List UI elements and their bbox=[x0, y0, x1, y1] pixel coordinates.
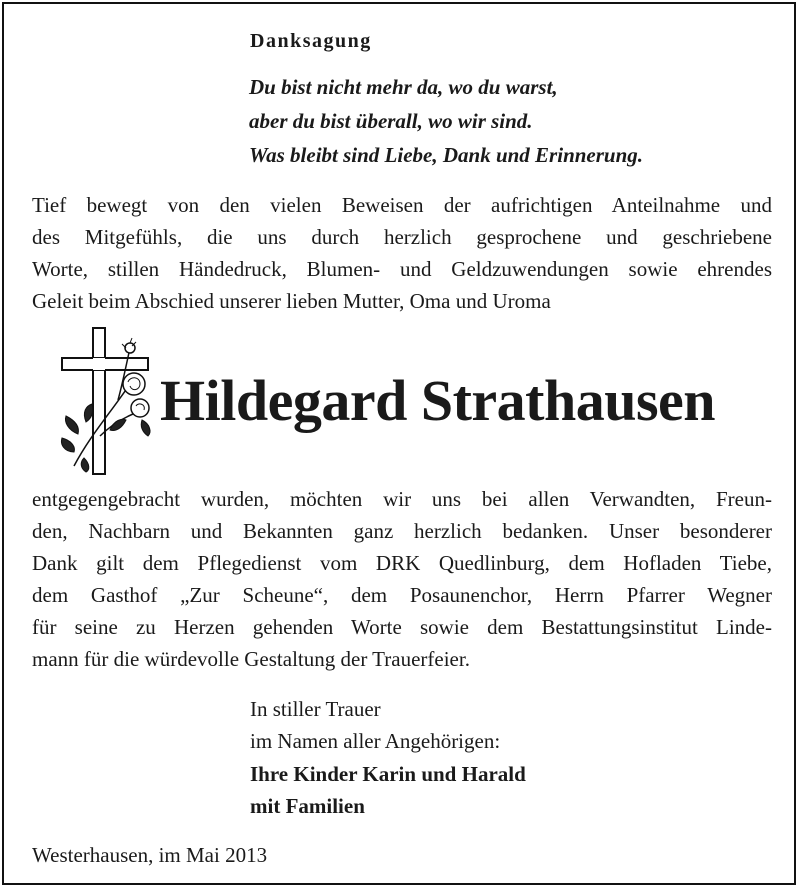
intro-line-3: Worte, stillen Händedruck, Blumen- und Geldzuwendungen sowie ehrendes bbox=[32, 257, 772, 281]
body-line-4: dem Gasthof „Zur Scheune“, dem Posaunenchor, Herrn Pfarrer Wegner bbox=[32, 583, 772, 607]
poem-line-3: Was bleibt sind Liebe, Dank und Erinnerung. bbox=[249, 143, 644, 167]
notice-heading: Danksagung bbox=[250, 30, 372, 52]
body-line-2: den, Nachbarn und Bekannten ganz herzlich bedanken. Unser besonderer bbox=[32, 519, 772, 543]
intro-line-4: Geleit beim Abschied unserer lieben Mutter, Oma und Uroma bbox=[32, 289, 551, 313]
body-line-5: für seine zu Herzen gehenden Worte sowie dem Bestattungsinstitut Linde- bbox=[32, 615, 772, 639]
body-line-6: mann für die würdevolle Gestaltung der Trauerfeier. bbox=[32, 647, 470, 671]
poem-line-2: aber du bist überall, wo wir sind. bbox=[249, 109, 533, 133]
body-line-3: Dank gilt dem Pflegedienst vom DRK Quedlinburg, dem Hofladen Tiebe, bbox=[32, 551, 772, 575]
place-date: Westerhausen, im Mai 2013 bbox=[32, 843, 268, 867]
poem-line-1: Du bist nicht mehr da, wo du warst, bbox=[249, 75, 558, 99]
signature-line-1: Ihre Kinder Karin und Harald bbox=[250, 762, 526, 786]
body-line-1: entgegengebracht wurden, möchten wir uns bei allen Verwandten, Freun- bbox=[32, 487, 772, 511]
closing-line-1: In stiller Trauer bbox=[250, 697, 381, 721]
intro-line-2: des Mitgefühls, die uns durch herzlich gesprochene und geschriebene bbox=[32, 225, 772, 249]
signature-line-2: mit Familien bbox=[250, 794, 365, 818]
closing-line-2: im Namen aller Angehörigen: bbox=[250, 729, 501, 753]
intro-line-1: Tief bewegt von den vielen Beweisen der aufrichtigen Anteilnahme und bbox=[32, 193, 772, 217]
cross-with-roses-icon bbox=[60, 326, 160, 476]
deceased-name: Hildegard Strathausen bbox=[160, 368, 716, 433]
